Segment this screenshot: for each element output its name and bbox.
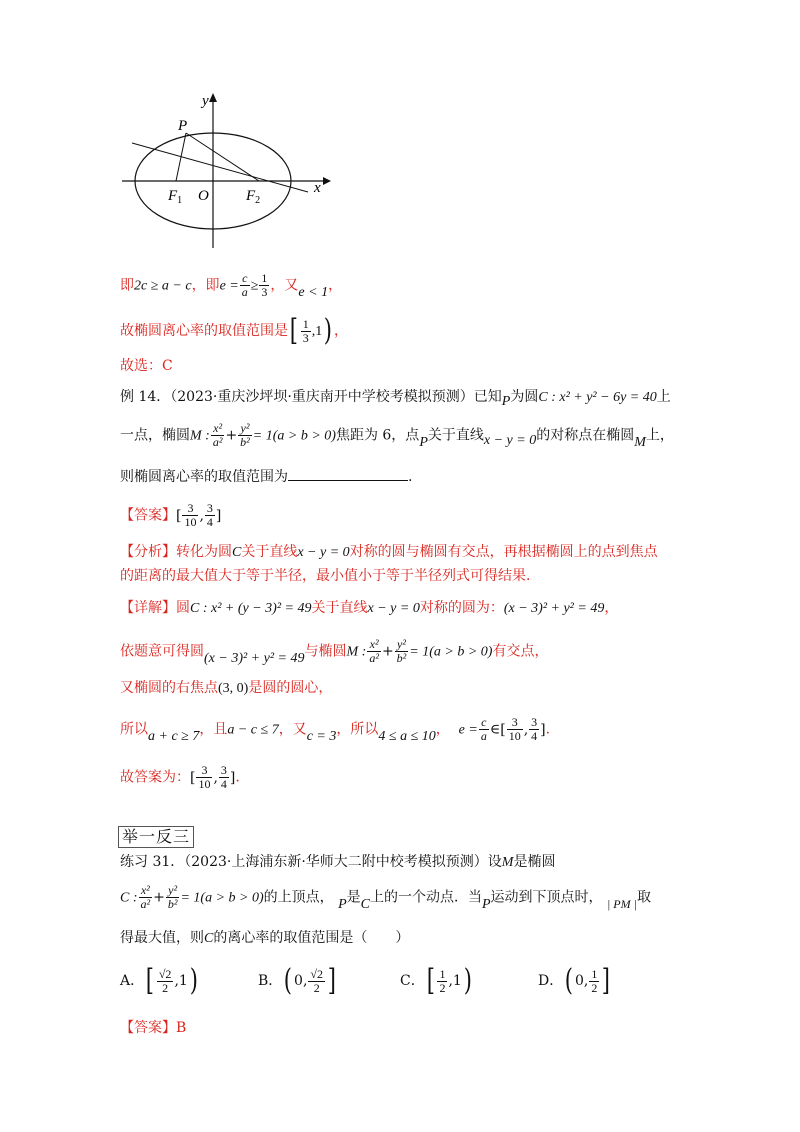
analysis-tag: 【分析】 bbox=[120, 544, 176, 560]
example-source: （2023·重庆沙坪坝·重庆南开中学校考模拟预测）已知 bbox=[170, 389, 502, 405]
detail-tag: 【详解】 bbox=[120, 600, 176, 616]
detail14-line-2: 依题意可得圆(x − 3)² + y² = 49与椭圆M : $\frac{\text{x²}}{\text{a²}}$ + $\frac{\text{y²}}{\text{b²}}$ = 1(a > b > 0)有交点， bbox=[120, 637, 549, 666]
answer-value: B bbox=[176, 1020, 187, 1036]
e-symbol: e = bbox=[219, 278, 239, 294]
option-B[interactable]: B．( 0, $\frac{√2}{2}$ ] bbox=[258, 963, 336, 998]
text: ， bbox=[328, 277, 343, 294]
answer-blank bbox=[288, 466, 408, 481]
line-equation: x − y = 0 bbox=[483, 432, 537, 448]
math-P: P bbox=[501, 394, 511, 409]
practice31-line-1: 练习 31．（2023·上海浦东新·华师大二附中校考模拟预测）设M是椭圆 bbox=[120, 854, 556, 870]
text: ， bbox=[333, 323, 348, 339]
detail14-line-5: 故答案为：[ $\frac{3}{10}$ , $\frac{3}{4}$ ]. bbox=[120, 763, 240, 791]
label-P: P bbox=[178, 118, 188, 134]
label-F2: $F_2$ bbox=[246, 188, 261, 206]
option-D[interactable]: D．( 0, $\frac{1}{2}$ ] bbox=[538, 963, 611, 998]
answer-tag: 【答案】 bbox=[120, 507, 176, 524]
option-C[interactable]: C．[ $\frac{1}{2}$ ,1) bbox=[400, 963, 472, 998]
text: . bbox=[408, 469, 413, 485]
text: 的对称点在椭圆 bbox=[536, 427, 635, 444]
math-P: P bbox=[419, 434, 428, 450]
prev-line-2 bbox=[120, 313, 348, 348]
detail14-line-1: 【详解】圆C : x² + (y − 3)² = 49关于直线x − y = 0对称的圆为：(x − 3)² + y² = 49， bbox=[120, 600, 619, 616]
label-F1: $F_1$ bbox=[168, 188, 183, 206]
line-secant bbox=[132, 143, 308, 192]
practice-label: 练习 31． bbox=[120, 854, 185, 870]
math-M: M bbox=[501, 855, 514, 870]
text: 焦距为 6，点 bbox=[335, 427, 420, 444]
text: ，即 bbox=[191, 277, 220, 294]
text: 故椭圆离心率的取值范围是 bbox=[120, 323, 288, 339]
example-label: 例 14． bbox=[120, 389, 171, 405]
example14-line-3 bbox=[120, 466, 412, 487]
text: 一点，椭圆 bbox=[120, 427, 190, 444]
prev-line-1 bbox=[120, 272, 342, 299]
ge-symbol: ≥ bbox=[250, 278, 259, 294]
example14-line-1 bbox=[120, 387, 671, 408]
x-axis-arrow bbox=[323, 177, 331, 185]
y-axis-arrow bbox=[209, 93, 217, 102]
ellipse-figure bbox=[118, 88, 338, 258]
line-P-F2 bbox=[186, 133, 259, 181]
practice31-line-2: C : $\frac{\text{x²}}{\text{a²}}$ + $\frac{\text{y²}}{\text{b²}}$ = 1(a > b > 0)的上顶点， P是C上的一个动点．当P运动到下顶点时， | PM |取 bbox=[120, 883, 651, 912]
answer-interval: [ $\frac{3}{10}$ , $\frac{3}{4}$ ] bbox=[176, 501, 222, 529]
text: 上 bbox=[656, 389, 671, 405]
practice-source: （2023·上海浦东新·华师大二附中校考模拟预测）设 bbox=[184, 854, 502, 870]
fraction-one-third: $\frac{1}{3}$ bbox=[261, 271, 268, 299]
math-M: M bbox=[634, 434, 646, 450]
inequality: e < 1 bbox=[298, 284, 329, 300]
detail14-line-4: 所以a + c ≥ 7，且a − c ≤ 7，又c = 3，所以4 ≤ a ≤ 10， e = $\frac{c}{a}$ ∈[ $\frac{3}{10}$ , $\frac{3}{4}$ ]. bbox=[120, 715, 551, 744]
circle-equation: C : x² + y² − 6y = 40 bbox=[538, 390, 657, 405]
detail14-line-3: 又椭圆的右焦点(3, 0)是圆的圆心， bbox=[120, 680, 333, 696]
text: 关于直线 bbox=[427, 427, 484, 444]
fraction-y2-b2: $\frac{\text{y²}}{\text{b²}}$ bbox=[240, 421, 250, 449]
text: 即 bbox=[120, 277, 134, 294]
text: 上， bbox=[645, 427, 674, 444]
fraction-x2-a2: $\frac{\text{x²}}{\text{a²}}$ bbox=[212, 421, 223, 449]
analysis14-line-1: 【分析】转化为圆C关于直线x − y = 0对称的圆与椭圆有交点，再根据椭圆上的点到焦点 bbox=[120, 544, 658, 560]
option-A[interactable]: A．[ $\frac{√2}{2}$ ,1) bbox=[120, 963, 198, 998]
answer31 bbox=[120, 1018, 186, 1038]
label-x: x bbox=[314, 180, 321, 196]
math-M: M : bbox=[190, 428, 210, 444]
ellipse-condition: = 1(a > b > 0) bbox=[252, 428, 336, 444]
example14-line-2: 一点，椭圆M : $\frac{\text{x²}}{\text{a²}}$ + $\frac{\text{y²}}{\text{b²}}$ = 1(a > b > 0)焦距为 6，点P关于直线x − y = 0的对称点在椭圆M上， bbox=[120, 421, 674, 450]
label-y: y bbox=[202, 93, 209, 109]
interval: [ $\frac{1}{3}$ ,1) bbox=[289, 313, 333, 348]
text: 为圆 bbox=[510, 389, 539, 405]
prev-line-3: 故选：C bbox=[120, 358, 173, 374]
practice31-line-3: 得最大值，则C的离心率的取值范围是（ ） bbox=[120, 930, 410, 946]
text: ，又 bbox=[270, 277, 299, 294]
section-heading: 举一反三 bbox=[118, 826, 194, 848]
fraction-c-over-a: $\frac{c}{a}$ bbox=[241, 271, 248, 299]
label-O: O bbox=[198, 188, 209, 204]
analysis14-line-2: 的距离的最大值大于等于半径，最小值小于等于半径列式可得结果. bbox=[120, 568, 531, 584]
answer-tag: 【答案】 bbox=[120, 1020, 176, 1036]
text: 则椭圆离心率的取值范围为 bbox=[120, 469, 288, 485]
answer14 bbox=[120, 502, 221, 529]
inequality: 2c ≥ a − c bbox=[134, 278, 192, 294]
